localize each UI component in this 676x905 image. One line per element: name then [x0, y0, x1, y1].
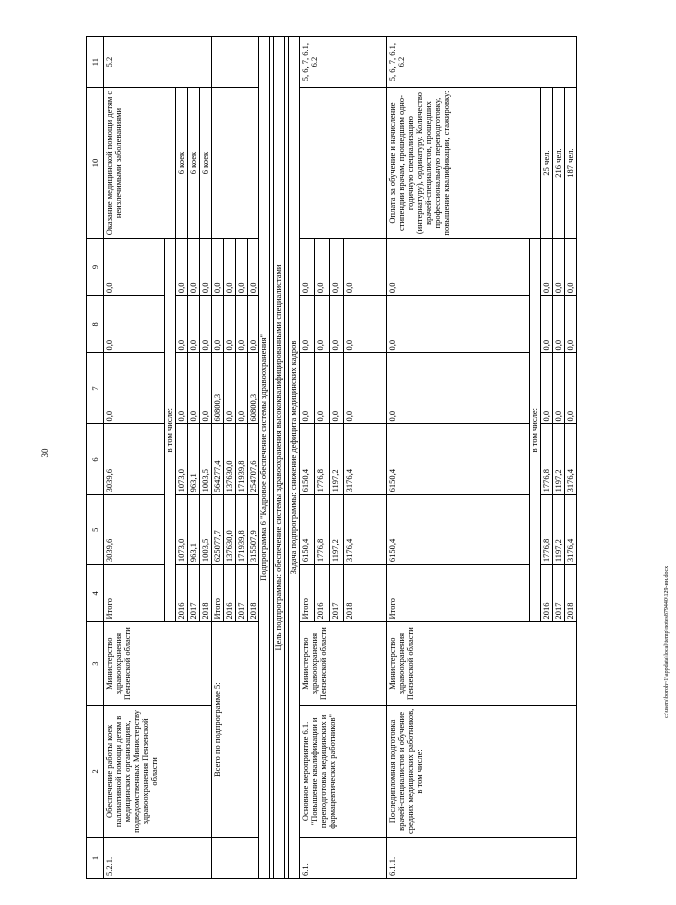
value-cell: 1776,8	[541, 495, 553, 565]
col-num: 3	[87, 622, 104, 705]
value-cell: 0,0	[315, 238, 330, 295]
value-cell: 0,0	[104, 296, 165, 353]
value-cell: 0,0	[235, 296, 247, 353]
value-cell: 171939,8	[235, 424, 247, 495]
column-number-row	[87, 37, 104, 879]
value-cell: 0,0	[344, 238, 387, 295]
col-num: 5	[87, 495, 104, 565]
value-cell: 0,0	[565, 353, 577, 424]
subprogram-task: Задача подпрограммы: снижение дефицита медицинских кадров	[289, 37, 300, 879]
executor: Министерство здравоохранения Пензенской области	[387, 622, 577, 705]
indicator-value: 6 коек	[187, 88, 199, 239]
value-cell: 60800,3	[247, 353, 259, 424]
value-cell: 0,0	[235, 353, 247, 424]
item-number: 6.1.	[300, 837, 387, 878]
item-name: Обеспечение работы коек паллиативной помощи детям в медицинских организациях, подведомственных Министерству здравоохранения Пензенской области	[104, 705, 212, 837]
value-cell: 60800,3	[211, 353, 223, 424]
col-num: 7	[87, 353, 104, 424]
value-cell: 0,0	[300, 353, 315, 424]
value-cell: 0,0	[565, 296, 577, 353]
value-cell: 1197,2	[553, 424, 565, 495]
indicator-text: Оплата за обучение и начисление стипендии врачам, прошедшим одно-годичную специализацию (интернатуру), ординатуру. Количество врачей-специалистов, прошедших профессиональную переподготовку, повышение квалификации, стажировку:	[387, 88, 541, 239]
empty-cell	[211, 837, 259, 878]
value-cell: 0,0	[223, 353, 235, 424]
indicator-value: 6 коек	[199, 88, 211, 239]
value-cell: 3176,4	[565, 424, 577, 495]
target-indicator: 5, 6, 7, 6.1, 6.2	[387, 37, 577, 88]
value-cell: 0,0	[553, 296, 565, 353]
value-cell: 6150,4	[387, 424, 530, 495]
section-row	[289, 37, 300, 879]
section-row	[259, 37, 270, 879]
value-cell: 137630,0	[223, 424, 235, 495]
value-cell: 0,0	[223, 238, 235, 295]
footer-file-path: c:\users\boroh~1\appdata\local\temp\notes879440\129-ин.docx	[664, 565, 670, 718]
year: 2017	[187, 565, 199, 622]
executor: Министерство здравоохранения Пензенской области	[104, 622, 212, 705]
total-label: Всего по подпрограмме 5:	[211, 622, 259, 837]
value-cell: 0,0	[199, 238, 211, 295]
item-name: Основное мероприятие 6.1. "Повышение квалификации и переподготовка медицинских и фармацевтических работников"	[300, 705, 387, 837]
value-cell: 0,0	[223, 296, 235, 353]
value-cell: 625077,7	[211, 495, 223, 565]
year: 2018	[565, 565, 577, 622]
value-cell: 0,0	[300, 296, 315, 353]
value-cell: 0,0	[315, 296, 330, 353]
value-cell: 137630,0	[223, 495, 235, 565]
value-cell: 564277,4	[211, 424, 223, 495]
value-cell: 1073,0	[176, 495, 188, 565]
value-cell: 0,0	[247, 296, 259, 353]
year: 2016	[223, 565, 235, 622]
value-cell: 1003,5	[199, 495, 211, 565]
value-cell: 0,0	[541, 353, 553, 424]
value-cell: 3039,6	[104, 495, 165, 565]
value-cell: 0,0	[176, 238, 188, 295]
value-cell: 0,0	[187, 238, 199, 295]
subprogram-goal: Цель подпрограммы: обеспечение системы здравоохранения высококвалифицированными специалистами	[274, 37, 285, 879]
value-cell: 1197,2	[553, 495, 565, 565]
col-num: 4	[87, 565, 104, 622]
value-cell: 0,0	[187, 296, 199, 353]
table-row	[387, 37, 530, 879]
value-cell: 0,0	[329, 353, 344, 424]
value-cell: 0,0	[329, 238, 344, 295]
col-num: 2	[87, 705, 104, 837]
indicator-text: Оказание медицинской помощи детям с неизлечимыми заболеваниями	[104, 88, 176, 239]
value-cell: 3176,4	[344, 424, 387, 495]
table-row	[211, 37, 223, 879]
value-cell: 3176,4	[565, 495, 577, 565]
value-cell: 254707,6	[247, 424, 259, 495]
year: 2017	[329, 565, 344, 622]
target-indicator: 5.2	[104, 37, 212, 88]
program-table	[86, 36, 577, 879]
in-that-number-label: в том числе:	[530, 238, 541, 622]
value-cell: 315507,9	[247, 495, 259, 565]
rotated-table-page	[86, 36, 623, 879]
value-cell: 0,0	[199, 353, 211, 424]
in-that-number-label: в том числе:	[165, 238, 176, 622]
value-cell: 171939,8	[235, 495, 247, 565]
value-cell: 0,0	[176, 296, 188, 353]
value-cell: 0,0	[211, 238, 223, 295]
value-cell: 0,0	[387, 353, 530, 424]
value-cell: 1776,8	[315, 495, 330, 565]
year: 2016	[315, 565, 330, 622]
value-cell: 0,0	[176, 353, 188, 424]
target-indicator: 5, 6, 7, 6.1, 6.2	[300, 37, 387, 88]
item-number: 6.1.1.	[387, 837, 577, 878]
value-cell: 6150,4	[300, 424, 315, 495]
value-cell: 0,0	[387, 296, 530, 353]
section-row	[274, 37, 285, 879]
empty-cell	[300, 88, 387, 239]
value-cell: 0,0	[344, 353, 387, 424]
col-num: 9	[87, 238, 104, 295]
year: 2018	[344, 565, 387, 622]
page-number: 30	[40, 448, 50, 458]
value-cell: 3176,4	[344, 495, 387, 565]
year: 2018	[199, 565, 211, 622]
period-label: Итого	[300, 565, 315, 622]
table-row	[300, 37, 315, 879]
value-cell: 0,0	[344, 296, 387, 353]
value-cell: 6150,4	[387, 495, 530, 565]
year: 2016	[541, 565, 553, 622]
value-cell: 0,0	[235, 238, 247, 295]
table-row	[104, 37, 165, 879]
indicator-value: 25 чел.	[541, 88, 553, 239]
empty-cell	[211, 37, 259, 88]
value-cell: 1776,8	[541, 424, 553, 495]
col-num: 8	[87, 296, 104, 353]
year: 2018	[247, 565, 259, 622]
period-label: Итого	[387, 565, 530, 622]
value-cell: 1776,8	[315, 424, 330, 495]
executor: Министерство здравоохранения Пензенской области	[300, 622, 387, 705]
indicator-value: 6 коек	[176, 88, 188, 239]
value-cell: 1197,2	[329, 495, 344, 565]
value-cell: 0,0	[541, 296, 553, 353]
col-num: 11	[87, 37, 104, 88]
period-label: Итого	[104, 565, 165, 622]
value-cell: 0,0	[104, 238, 165, 295]
value-cell: 0,0	[315, 353, 330, 424]
value-cell: 0,0	[300, 238, 315, 295]
value-cell: 0,0	[565, 238, 577, 295]
value-cell: 0,0	[187, 353, 199, 424]
value-cell: 1003,5	[199, 424, 211, 495]
value-cell: 0,0	[329, 296, 344, 353]
item-name: Последипломная подготовка врачей-специалистов и обучение средних медицинских работников, в том числе:	[387, 705, 577, 837]
indicator-value: 216 чел.	[553, 88, 565, 239]
col-num: 10	[87, 88, 104, 239]
empty-cell	[211, 88, 259, 239]
value-cell: 1197,2	[329, 424, 344, 495]
value-cell: 0,0	[199, 296, 211, 353]
col-num: 6	[87, 424, 104, 495]
year: 2016	[176, 565, 188, 622]
year: 2017	[553, 565, 565, 622]
value-cell: 0,0	[247, 238, 259, 295]
value-cell: 0,0	[541, 238, 553, 295]
value-cell: 1073,0	[176, 424, 188, 495]
period-label: Итого	[211, 565, 223, 622]
year: 2017	[235, 565, 247, 622]
value-cell: 963,1	[187, 495, 199, 565]
value-cell: 6150,4	[300, 495, 315, 565]
indicator-value: 187 чел.	[565, 88, 577, 239]
value-cell: 0,0	[553, 238, 565, 295]
item-number: 5.2.1.	[104, 837, 212, 878]
value-cell: 963,1	[187, 424, 199, 495]
value-cell: 0,0	[104, 353, 165, 424]
value-cell: 0,0	[211, 296, 223, 353]
value-cell: 3039,6	[104, 424, 165, 495]
col-num: 1	[87, 837, 104, 878]
value-cell: 0,0	[553, 353, 565, 424]
subprogram-title: Подпрограмма 6 "Кадровое обеспечение системы здравоохранения"	[259, 37, 270, 879]
value-cell: 0,0	[387, 238, 530, 295]
